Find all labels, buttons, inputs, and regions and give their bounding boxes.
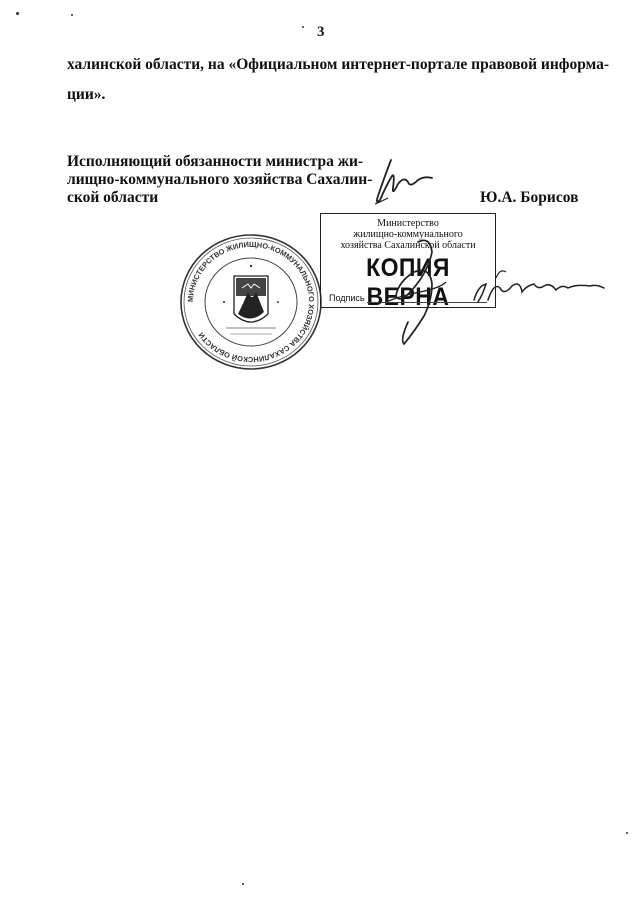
official-seal [178, 232, 324, 372]
seal-text-path: МИНИСТЕРСТВО ЖИЛИЩНО-КОММУНАЛЬНОГО ХОЗЯЙСТВА САХАЛИНСКОЙ ОБЛАСТИ [185, 239, 317, 365]
stamp-ministry-line: Министерство [377, 218, 439, 229]
minister-signature [377, 160, 432, 202]
copy-certification-stamp [320, 213, 496, 311]
page-number: 3 [317, 24, 325, 40]
signer-name: Ю.А. Борисов [480, 189, 579, 206]
body-text-line-2: ции». [67, 86, 106, 103]
signatory-title-line: Исполняющий обязанности министра жи- [67, 153, 364, 170]
signatory-title-line: ской области [67, 189, 159, 206]
stamp-ministry-line: хозяйства Сахалинской области [340, 240, 476, 251]
scan-speck [626, 832, 628, 834]
scan-speck [71, 14, 73, 16]
stamp-certification-text: КОПИЯ ВЕРНА [366, 254, 450, 311]
scan-speck [302, 26, 304, 28]
stamp-ministry-line: жилищно-коммунального [353, 229, 463, 240]
stamp-signature-line [367, 302, 487, 303]
stamp-signature-label: Подпись [329, 293, 365, 303]
signatory-title-line: лищно-коммунального хозяйства Сахалин- [67, 171, 373, 188]
body-text-line-1: халинской области, на «Официальном интернет-портале правовой информа- [67, 56, 609, 73]
scan-speck [242, 883, 244, 885]
signatory-title [67, 153, 373, 207]
scan-speck [16, 12, 19, 15]
